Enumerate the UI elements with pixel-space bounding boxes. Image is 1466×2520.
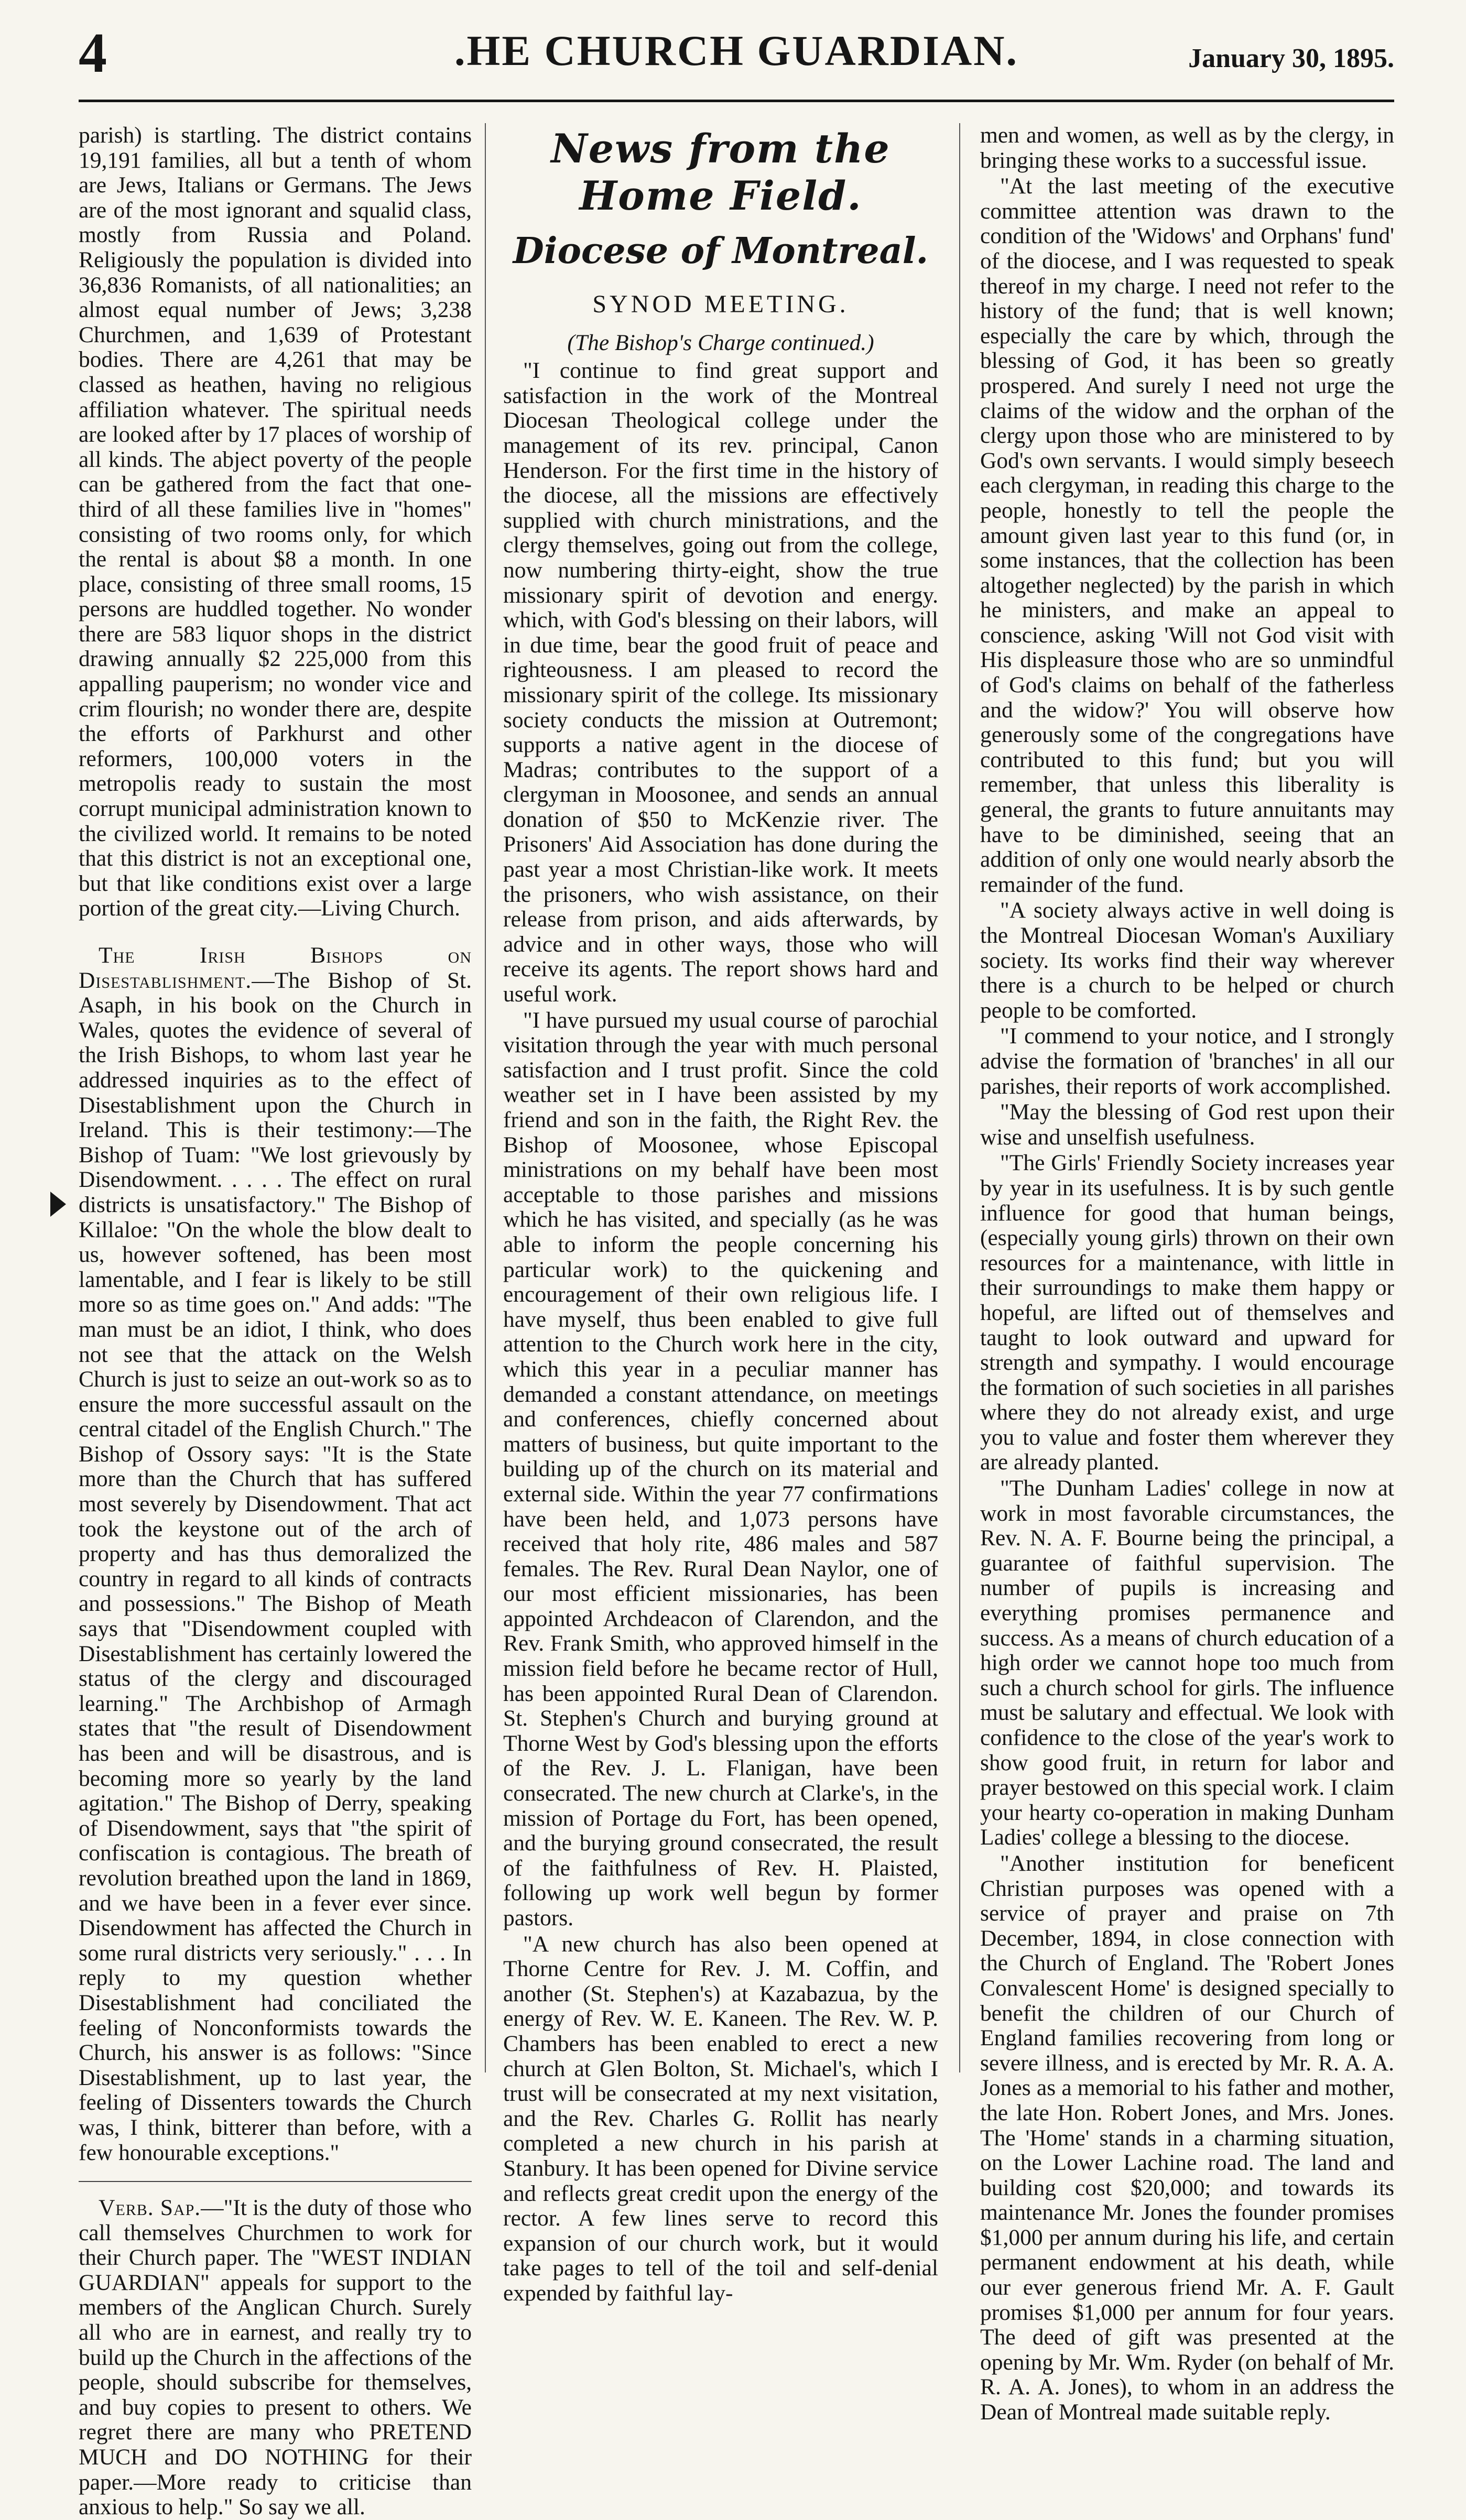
article-irish-bishops — [79, 943, 472, 2165]
diocese-heading: Diocese of Montreal. — [513, 230, 929, 272]
masthead — [79, 0, 1394, 93]
article-heading: Verb. Sap. — [99, 2195, 201, 2221]
column-2 — [503, 123, 938, 2306]
charge-subtitle: (The Bishop's Charge continued.) — [567, 330, 874, 355]
column-3 — [980, 123, 1395, 2425]
article-paragraph: "May the blessing of God rest upon their wise and unselfish usefulness. — [980, 1099, 1394, 1150]
page-number: 4 — [79, 22, 107, 84]
article-paragraph: "I continue to find great support and satisfaction in the work of the Montreal Diocesan Theological college under the management of its rev. principal, Canon Henderson. For the first time in the history of the diocese, all the missions are effectively supplied with church ministrations, and the clergy themselves, going out from the college, now numbering thirty-eight, show the true missionary spirit of devotion and energy. which, with God's blessing on their labors, will in due time, bear the good fruit of peace and righteousness. I am pleased to record the missionary spirit of the college. Its missionary society conducts the mission at Outremont; supports a native agent in the diocese of Madras; contributes to the support of a clergyman in Moosonee, and sends an annual donation of $50 to McKenzie river. The Prisoners' Aid Association has done during the past year a most Christian-like work. It meets the prisoners, who wish assistance, on their release from prison, and aids afterwards, by advice and in other ways, those who will receive its agents. The report shows hard and useful work. — [503, 358, 938, 1007]
pointing-hand-icon — [48, 1188, 69, 1220]
section-title: News from the Home Field. — [551, 125, 891, 219]
column-divider — [485, 123, 486, 2072]
article-text: —The Bishop of St. Asaph, in his book on the Church in Wales, quotes the evidence of several of the Irish Bishops, to whom last year he addressed inquiries as to the effect of Disestablishment upon the Church in Ireland. This is their testimony:—The Bishop of Tuam: "We lost grievously by Disendowment. . . . . The effect on rural districts is unsatisfactory." The Bishop of Killaloe: "On the whole the blow dealt to us, however softened, has been most lamentable, and I fear is likely to be still more so as time goes on." And adds: "The man must be an idiot, I think, who does not see that the attack on the Welsh Church is just to seize an out-work so as to ensure the more successful assault on the central citadel of the English Church." The Bishop of Ossory says: "It is the State more than the Church that has suffered most severely by Disendowment. That act took the keystone out of the arch of property and has thus demoralized the country in regard to all kinds of contracts and possessions." The Bishop of Meath says that "Disendowment coupled with Disestablishment has certainly lowered the status of the clergy and discouraged learning." The Archbishop of Armagh states that "the result of Disendowment has been and will be disastrous, and is becoming more so yearly by the land agitation." The Bishop of Derry, speaking of Disendowment, says that "the spirit of confiscation is contagious. The breath of revolution breathed upon the land in 1869, and we have been in a fever ever since. Disendowment has affected the Church in some rural districts very seriously." . . . In reply to my question whether Disestablishment had conciliated the feeling of Nonconformists towards the Church, his answer is as follows: "Since Disestablishment, up to last year, the feeling of Dissenters towards the Church was, I think, bitterer than before, with a few honourable exceptions." — [79, 967, 472, 2165]
article-paragraph: "The Girls' Friendly Society increases year by year in its usefulness. It is by such gentle influence for good that human beings, (especially young girls) thrown on their own resources for a maintenance, with little in their surroundings to make them happy or hopeful, are lifted out of themselves and taught to look outward and upward for strength and sympathy. I would encourage the formation of such societies in all parishes where they do not already exist, and urge you to value and foster them wherever they are already planted. — [980, 1150, 1394, 1475]
article-paragraph: "A society always active in well doing is the Montreal Diocesan Woman's Auxiliary society. Its works find their way wherever there is a church to be helped or church people to be comforted. — [980, 898, 1394, 1023]
issue-date: January 30, 1895. — [1188, 43, 1394, 73]
article-paragraph: "At the last meeting of the executive committee attention was drawn to the condition of the 'Widows' and Orphans' fund' of the diocese, and I was requested to speak thereof in my charge. I need not refer to the history of the fund; that is well known; especially the care by which, through the blessing of God, it has been so greatly prospered. And surely I need not urge the claims of the widow and the orphan of the clergy upon those who are ministered to by God's own servants. I would simply beseech each clergyman, in reading this charge to the people, honestly to tell the people the amount given last year to this fund (or, in some instances, that the collection has been altogether neglected) by the parish in which he ministers, and make an appeal to conscience, asking 'Will not God visit with His displeasure those who are so unmindful of God's claims on behalf of the fatherless and the widow?' You will observe how generously some of the congregations have contributed to this fund; but you will remember, that unless this liberality is general, the grants to future annuitants may have to be diminished, seeing that an addition of only one would nearly absorb the remainder of the fund. — [980, 173, 1394, 897]
column-divider — [959, 123, 960, 2072]
article-heading: The Irish Bishops on Disestablishment. — [79, 943, 472, 993]
article-paragraph: "I commend to your notice, and I strongly advise the formation of 'branches' in all our parishes, their reports of work accomplished. — [980, 1023, 1394, 1099]
article-paragraph: "A new church has also been opened at Thorne Centre for Rev. J. M. Coffin, and another (St. Stephen's) at Kazabazua, by the energy of Rev. W. E. Kaneen. The Rev. W. P. Chambers has been enabled to erect a new church at Glen Bolton, St. Michael's, which I trust will be consecrated at my next visitation, and the Rev. Charles G. Rollit has nearly completed a new church in his parish at Stanbury. It has been opened for Divine service and reflects great credit upon the energy of the rector. A few lines serve to record this expansion of our church work, but it would take pages to tell of the toil and self-denial expended by faithful lay- — [503, 1931, 938, 2306]
article-divider — [79, 2181, 472, 2182]
article-paragraph: "I have pursued my usual course of parochial visitation through the year with much personal satisfaction and I trust profit. Since the cold weather set in I have been assisted by my friend and son in the faith, the Right Rev. the Bishop of Moosonee, whose Episcopal ministrations on my behalf have been most acceptable to those parishes and missions which he has visited, and specially (as he was able to inform the people concerning his particular work) to the quickening and encouragement of their own religious life. I have myself, thus been enabled to give full attention to the Church work here in the city, which this year in a peculiar manner has demanded a constant attendance, on meetings and conferences, chiefly concerned about matters of business, but quite important to the building up of the church on its material and external side. Within the year 77 confirmations have been held, and 1,073 persons have received that holy rite, 486 males and 587 females. The Rev. Rural Dean Naylor, one of our most efficient missionaries, has been appointed Archdeacon of Clarendon, and the Rev. Frank Smith, who approved himself in the mission field before he became rector of Hull, has been appointed Rural Dean of Clarendon. St. Stephen's Church and burying ground at Thorne West by God's blessing upon the efforts of the Rev. J. L. Flanigan, have been consecrated. The new church at Clarke's, in the mission of Portage du Fort, has been opened, and the burying ground consecrated, the result of the faithfulness of Rev. H. Plaisted, following up work well begun by former pastors. — [503, 1007, 938, 1930]
article-paragraph: men and women, as well as by the clergy, in bringing these works to a successful issue. — [980, 123, 1394, 173]
article-verb-sap — [79, 2196, 472, 2520]
article-paragraph: "Another institution for beneficent Christian purposes was opened with a service of prayer and praise on 7th December, 1894, in close connection with the Church of England. The 'Robert Jones Convalescent Home' is designed specially to benefit the children of our Church of England families recovering from long or severe illness, and is erected by Mr. R. A. A. Jones as a memorial to his father and mother, the late Hon. Robert Jones, and Mrs. Jones. The 'Home' stands in a charming situation, on the Lower Lachine road. The land and building cost $20,000; and towards its maintenance Mr. Jones the founder promises $1,000 per annum during his life, and certain permanent endowment at his death, while our ever generous friend Mr. A. F. Gault promises $1,000 per annum for four years. The deed of gift was presented at the opening by Mr. Wm. Ryder (on behalf of Mr. R. A. A. Jones), to whom in an address the Dean of Montreal made suitable reply. — [980, 1850, 1394, 2425]
article-paragraph: parish) is startling. The district contains 19,191 families, all but a tenth of whom are Jews, Italians or Germans. The Jews are of the most ignorant and squalid class, mostly from Russia and Poland. Religiously the population is divided into 36,836 Romanists, of all nationalities; an almost equal number of Jews; 3,238 Churchmen, and 1,639 of Protestant bodies. There are 4,261 that may be classed as heathen, having no religious affiliation whatever. The spiritual needs are looked after by 17 places of worship of all kinds. The abject poverty of the people can be gathered from the fact that one-third of all these families live in "homes" consisting of two rooms only, for which the rental is about $8 a month. In one place, consisting of three small rooms, 15 persons are huddled together. No wonder there are 583 liquor shops in the district drawing annually $2 225,000 from this appalling pauperism; no wonder vice and crim flourish; no wonder there are, despite the efforts of Parkhurst and other reformers, 100,000 voters in the metropolis ready to sustain the most corrupt municipal administration known to the civilized world. It remains to be noted that this district is not an exceptional one, but that like conditions exist over a large portion of the great city.—Living Church. — [79, 123, 472, 921]
newspaper-title: .HE CHURCH GUARDIAN. — [454, 27, 1018, 74]
article-paragraph: "The Dunham Ladies' college in now at work in most favorable circumstances, the Rev. N. A. F. Bourne being the principal, a guarantee of faithful supervision. The number of pupils is increasing and everything promises permanence and success. As a means of church education of a high order we cannot hope too much from such a church school for girls. The influence must be salutary and effectual. We look with confidence to the close of the year's work to show good fruit, in return for labor and prayer bestowed on this special work. I claim your hearty co-operation in making Dunham Ladies' college a blessing to the diocese. — [980, 1476, 1395, 1850]
article-text: —"It is the duty of those who call themselves Churchmen to work for their Church paper. The "WEST INDIAN GUARDIAN" appeals for support to the members of the Anglican Church. Surely all who are in earnest, and really try to build up the Church in the affections of the people, should subscribe for themselves, and buy copies to present to others. We regret there are many who PRETEND MUCH and DO NOTHING for their paper.—More ready to criticise than anxious to help." So say we all. — [79, 2195, 472, 2520]
masthead-rule — [79, 100, 1394, 102]
column-1 — [79, 123, 472, 2520]
synod-heading: SYNOD MEETING. — [592, 290, 849, 318]
